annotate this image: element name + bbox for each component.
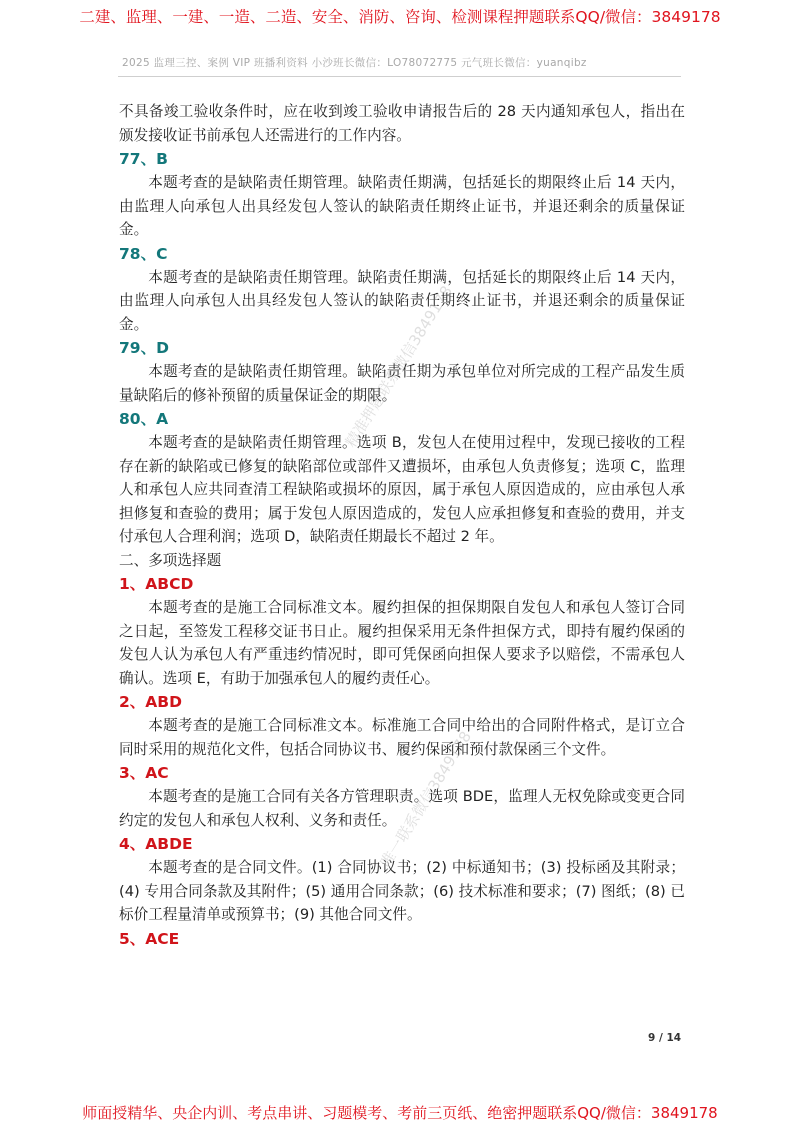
answer-label-m5: 5、ACE <box>119 929 180 948</box>
answer-label-m4: 4、ABDE <box>119 835 193 853</box>
document-body <box>119 100 685 951</box>
answer-label-79: 79、D <box>119 339 169 357</box>
watermark-text: 精准押题联系微信3849178 <box>341 282 456 451</box>
explanation-79: 本题考查的是缺陷责任期管理。缺陷责任期为承包单位对所完成的工程产品发生质量缺陷后的修补预留的质量保证金的期限。 <box>119 363 685 404</box>
top-ad-banner: 二建、监理、一建、一造、二造、安全、消防、咨询、检测课程押题联系QQ/微信：3849178 <box>79 8 721 26</box>
explanation-m2: 本题考查的是施工合同标准文本。标准施工合同中给出的合同附件格式，是订立合同时采用的规范化文件，包括合同协议书、履约保函和预付款保函三个文件。 <box>119 717 685 758</box>
header-divider <box>118 76 681 77</box>
answer-label-m3: 3、AC <box>119 764 169 782</box>
explanation-78: 本题考查的是缺陷责任期管理。缺陷责任期满，包括延长的期限终止后 14 天内，由监理人向承包人出具经发包人签认的缺陷责任期终止证书，并退还剩余的质量保证金。 <box>119 268 685 333</box>
watermark-text: 唯一联系微信3849178 <box>376 728 476 871</box>
paragraph-continuation: 不具备竣工验收条件时，应在收到竣工验收申请报告后的 28 天内通知承包人，指出在颁发接收证书前承包人还需进行的工作内容。 <box>119 103 685 144</box>
answer-label-m1: 1、ABCD <box>119 575 194 593</box>
explanation-77: 本题考查的是缺陷责任期管理。缺陷责任期满，包括延长的期限终止后 14 天内，由监理人向承包人出具经发包人签认的缺陷责任期终止证书，并退还剩余的质量保证金。 <box>119 174 685 238</box>
running-header: 2025 监理三控、案例 VIP 班播利资料 小沙班长微信：LO78072775 元气班长微信：yuanqibz <box>122 57 587 69</box>
explanation-m1: 本题考查的是施工合同标准文本。履约担保的担保期限自发包人和承包人签订合同之日起，至签发工程移交证书日止。履约担保采用无条件担保方式，即持有履约保函的发包人认为承包人有严重违约情况时，即可凭保函向担保人要求予以赔偿，不需承包人确认。选项 E，有助于加强承包人的履约责任心。 <box>119 599 685 687</box>
section-title-multiple-choice: 二、多项选择题 <box>119 551 222 569</box>
bottom-ad-banner: 师面授精华、央企内训、考点串讲、习题模考、考前三页纸、绝密押题联系QQ/微信：3849178 <box>82 1104 718 1122</box>
answer-label-m2: 2、ABD <box>119 693 182 711</box>
answer-label-80: 80、A <box>119 410 169 428</box>
answer-label-77: 77、B <box>119 150 168 168</box>
answer-label-78: 78、C <box>119 244 168 263</box>
explanation-80: 本题考查的是缺陷责任期管理。选项 B，发包人在使用过程中，发现已接收的工程存在新的缺陷或已修复的缺陷部位或部件又遭损坏，由承包人负责修复；选项 C，监理人和承包人应共同查清工程缺陷或损坏的原因，属于承包人原因造成的，应由承包人承担修复和查验的费用；属于发包人原因造成的，发包人应承担修复和查验的费用，并支付承包人合理利润；选项 D，缺陷责任期最长不超过 2 年。 <box>119 434 685 545</box>
page-number: 9 / 14 <box>648 1032 682 1044</box>
explanation-m3: 本题考查的是施工合同有关各方管理职责。选项 BDE，监理人无权免除或变更合同约定的发包人和承包人权利、义务和责任。 <box>119 788 685 829</box>
explanation-m4: 本题考查的是合同文件。(1) 合同协议书；(2) 中标通知书；(3) 投标函及其附录；(4) 专用合同条款及其附件；(5) 通用合同条款；(6) 技术标准和要求；(7) 图纸；(8) 已标价工程量清单或预算书；(9) 其他合同文件。 <box>119 859 685 923</box>
